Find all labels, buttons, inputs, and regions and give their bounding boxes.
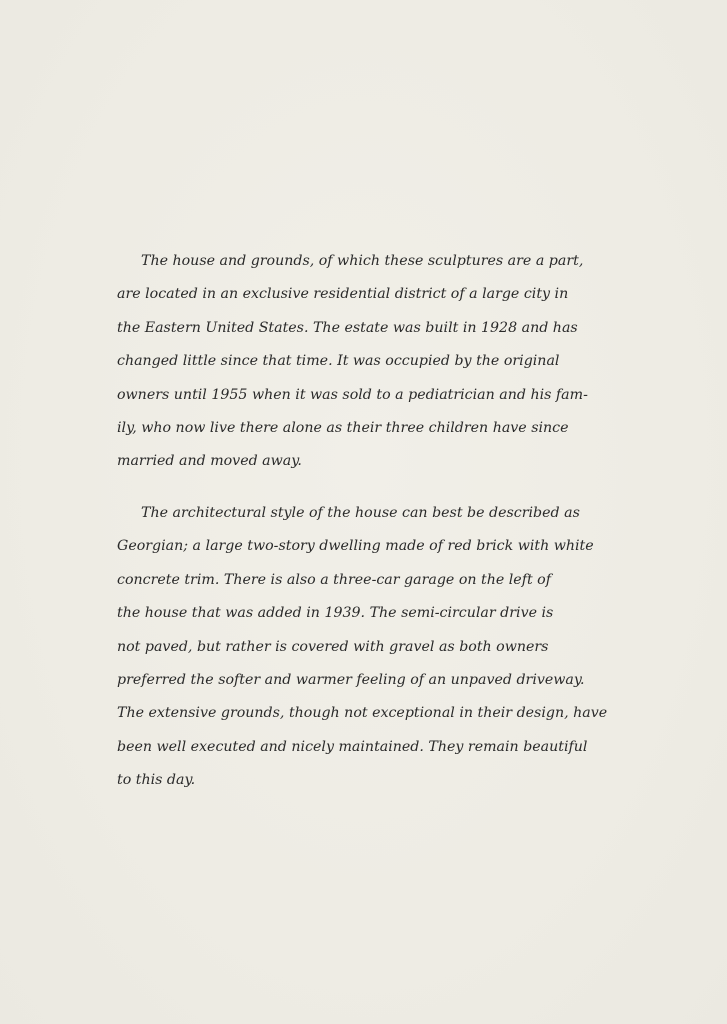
text-line: The house and grounds, of which these sculptures are a part, (141, 253, 584, 269)
text-line: The architectural style of the house can best be described as (141, 505, 580, 521)
paragraph-architecture (117, 497, 637, 798)
text-line: owners until 1955 when it was sold to a pediatrician and his fam- (117, 386, 588, 403)
text-line: changed little since that time. It was occupied by the original (117, 353, 560, 370)
text-line: been well executed and nicely maintained. They remain beautiful (117, 738, 588, 755)
text-line: Georgian; a large two-story dwelling made of red brick with white (117, 538, 594, 555)
text-line: to this day. (117, 772, 196, 789)
paragraph-estate-history (117, 245, 637, 479)
text-line: the house that was added in 1939. The semi-circular drive is (117, 605, 554, 622)
text-line: the Eastern United States. The estate was built in 1928 and has (117, 319, 578, 336)
text-line: preferred the softer and warmer feeling of an unpaved driveway. (117, 671, 585, 688)
text-line: ily, who now live there alone as their three children have since (117, 419, 569, 436)
text-line: married and moved away. (117, 453, 302, 470)
text-line: not paved, but rather is covered with gravel as both owners (117, 638, 549, 655)
text-line: concrete trim. There is also a three-car garage on the left of (117, 571, 551, 588)
text-line: The extensive grounds, though not exceptional in their design, have (117, 705, 608, 722)
text-line: are located in an exclusive residential district of a large city in (117, 286, 569, 303)
